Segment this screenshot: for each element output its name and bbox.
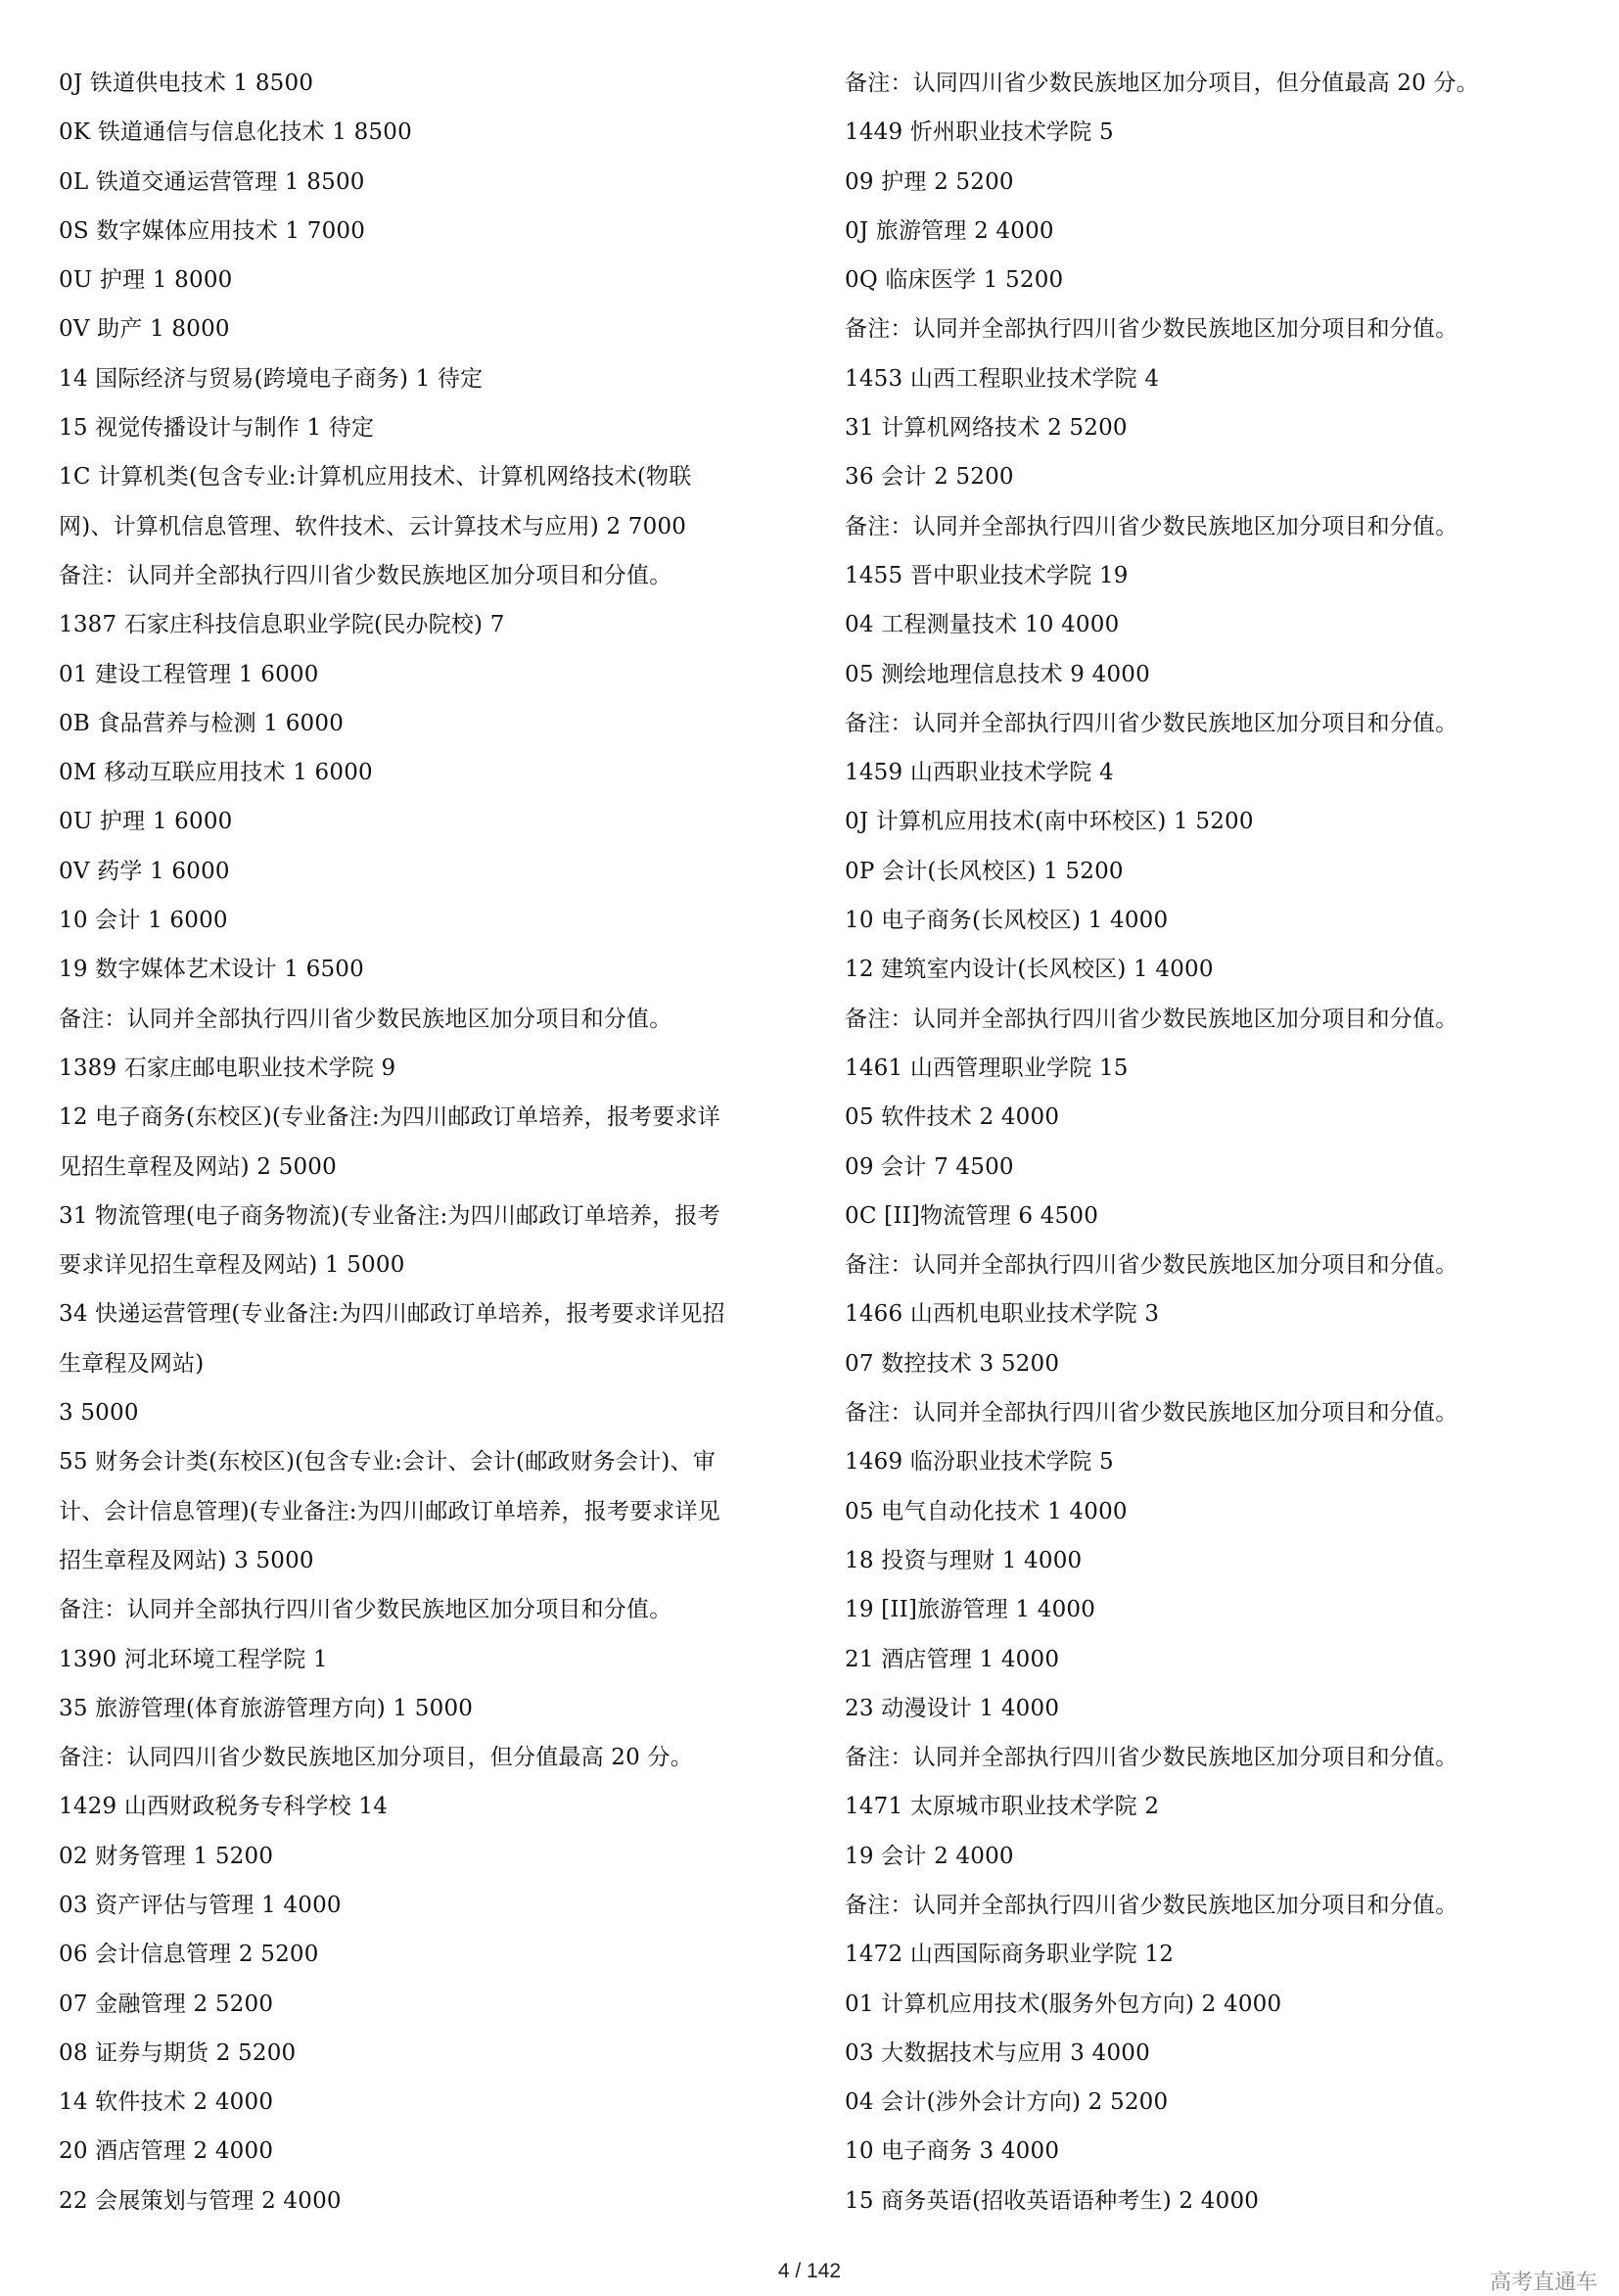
text-line: 网)、计算机信息管理、软件技术、云计算技术与应用) 2 7000 (59, 513, 687, 539)
text-line: 招生章程及网站) 3 5000 (59, 1547, 314, 1573)
text-line: 21 酒店管理 1 4000 (845, 1646, 1060, 1672)
text-line: 19 数字媒体艺术设计 1 6500 (59, 957, 364, 983)
text-line: 02 财务管理 1 5200 (59, 1843, 274, 1869)
text-line: 35 旅游管理(体育旅游管理方向) 1 5000 (59, 1695, 474, 1721)
text-line: 1C 计算机类(包含专业:计算机应用技术、计算机网络技术(物联 (59, 464, 692, 491)
text-line: 12 建筑室内设计(长风校区) 1 4000 (845, 957, 1214, 983)
text-line: 15 商务英语(招收英语语种考生) 2 4000 (845, 2187, 1260, 2214)
text-line: 03 资产评估与管理 1 4000 (59, 1892, 342, 1918)
text-line: 06 会计信息管理 2 5200 (59, 1942, 319, 1968)
text-line: 20 酒店管理 2 4000 (59, 2138, 274, 2165)
text-line: 1455 晋中职业技术学院 19 (845, 562, 1129, 588)
text-line: 18 投资与理财 1 4000 (845, 1547, 1083, 1573)
text-line: 备注：认同并全部执行四川省少数民族地区加分项目和分值。 (845, 1006, 1458, 1032)
text-line: 31 计算机网络技术 2 5200 (845, 415, 1128, 442)
text-line: 1469 临汾职业技术学院 5 (845, 1449, 1114, 1476)
page-number: 4 / 142 (777, 2260, 842, 2282)
text-line: 备注：认同并全部执行四川省少数民族地区加分项目和分值。 (845, 1745, 1458, 1771)
text-line: 04 会计(涉外会计方向) 2 5200 (845, 2089, 1169, 2116)
text-line: 05 软件技术 2 4000 (845, 1104, 1060, 1131)
text-line: 01 计算机应用技术(服务外包方向) 2 4000 (845, 1991, 1282, 2017)
text-line: 备注：认同并全部执行四川省少数民族地区加分项目和分值。 (845, 1400, 1458, 1427)
text-line: 36 会计 2 5200 (845, 464, 1014, 491)
text-line: 0V 药学 1 6000 (59, 858, 230, 884)
text-line: 15 视觉传播设计与制作 1 待定 (59, 415, 375, 442)
text-line: 备注：认同并全部执行四川省少数民族地区加分项目和分值。 (59, 1597, 672, 1623)
text-line: 1390 河北环境工程学院 1 (59, 1646, 328, 1672)
text-line: 04 工程测量技术 10 4000 (845, 612, 1120, 638)
text-line: 备注：认同并全部执行四川省少数民族地区加分项目和分值。 (845, 710, 1458, 736)
text-line: 0J 计算机应用技术(南中环校区) 1 5200 (845, 809, 1254, 835)
watermark-text: 高考直通车 (1489, 2271, 1597, 2295)
text-line: 12 电子商务(东校区)(专业备注:为四川邮政订单培养，报考要求详 (59, 1104, 720, 1131)
text-line: 22 会展策划与管理 2 4000 (59, 2187, 342, 2214)
text-line: 3 5000 (59, 1400, 139, 1427)
text-line: 08 证券与期货 2 5200 (59, 2039, 297, 2066)
text-line: 1466 山西机电职业技术学院 3 (845, 1301, 1160, 1328)
text-line: 19 会计 2 4000 (845, 1843, 1014, 1869)
text-line: 05 测绘地理信息技术 9 4000 (845, 661, 1150, 687)
text-line: 1472 山西国际商务职业学院 12 (845, 1942, 1175, 1968)
text-line: 见招生章程及网站) 2 5000 (59, 1153, 337, 1180)
text-line: 0C [II]物流管理 6 4500 (845, 1202, 1099, 1229)
text-line: 1461 山西管理职业学院 15 (845, 1054, 1129, 1081)
text-line: 0K 铁道通信与信息化技术 1 8500 (59, 119, 412, 146)
text-line: 19 [II]旅游管理 1 4000 (845, 1597, 1096, 1623)
text-line: 1453 山西工程职业技术学院 4 (845, 365, 1160, 392)
text-line: 09 护理 2 5200 (845, 168, 1014, 195)
text-line: 01 建设工程管理 1 6000 (59, 661, 319, 687)
text-line: 31 物流管理(电子商务物流)(专业备注:为四川邮政订单培养，报考 (59, 1202, 720, 1229)
text-line: 55 财务会计类(东校区)(包含专业:会计、会计(邮政财务会计)、审 (59, 1449, 716, 1476)
text-line: 0Q 临床医学 1 5200 (845, 267, 1064, 294)
text-line: 23 动漫设计 1 4000 (845, 1695, 1060, 1721)
text-line: 10 电子商务(长风校区) 1 4000 (845, 908, 1169, 934)
text-line: 07 数控技术 3 5200 (845, 1350, 1060, 1377)
text-line: 备注：认同并全部执行四川省少数民族地区加分项目和分值。 (845, 316, 1458, 343)
text-line: 0S 数字媒体应用技术 1 7000 (59, 217, 366, 244)
text-line: 备注：认同并全部执行四川省少数民族地区加分项目和分值。 (59, 1006, 672, 1032)
text-line: 备注：认同并全部执行四川省少数民族地区加分项目和分值。 (845, 1892, 1458, 1918)
text-line: 09 会计 7 4500 (845, 1153, 1014, 1180)
text-line: 03 大数据技术与应用 3 4000 (845, 2039, 1150, 2066)
text-line: 生章程及网站) (59, 1350, 205, 1377)
text-line: 0J 旅游管理 2 4000 (845, 217, 1054, 244)
text-line: 备注：认同四川省少数民族地区加分项目，但分值最高 20 分。 (845, 70, 1479, 96)
text-line: 1389 石家庄邮电职业技术学院 9 (59, 1054, 396, 1081)
text-line: 34 快递运营管理(专业备注:为四川邮政订单培养，报考要求详见招 (59, 1301, 725, 1328)
text-line: 0L 铁道交通运营管理 1 8500 (59, 168, 365, 195)
text-line: 备注：认同并全部执行四川省少数民族地区加分项目和分值。 (845, 1252, 1458, 1279)
text-line: 1449 忻州职业技术学院 5 (845, 119, 1114, 146)
text-line: 备注：认同四川省少数民族地区加分项目，但分值最高 20 分。 (59, 1745, 693, 1771)
text-line: 10 电子商务 3 4000 (845, 2138, 1060, 2165)
left-column (59, 59, 803, 2226)
text-line: 备注：认同并全部执行四川省少数民族地区加分项目和分值。 (845, 513, 1458, 539)
text-line: 0P 会计(长风校区) 1 5200 (845, 858, 1124, 884)
text-line: 10 会计 1 6000 (59, 908, 228, 934)
text-line: 0U 护理 1 6000 (59, 809, 233, 835)
text-line: 0M 移动互联应用技术 1 6000 (59, 760, 373, 786)
text-line: 1429 山西财政税务专科学校 14 (59, 1794, 389, 1820)
text-line: 0V 助产 1 8000 (59, 316, 230, 343)
text-line: 1471 太原城市职业技术学院 2 (845, 1794, 1160, 1820)
text-line: 0U 护理 1 8000 (59, 267, 233, 294)
text-line: 备注：认同并全部执行四川省少数民族地区加分项目和分值。 (59, 562, 672, 588)
text-line: 1387 石家庄科技信息职业学院(民办院校) 7 (59, 612, 505, 638)
text-line: 14 国际经济与贸易(跨境电子商务) 1 待定 (59, 365, 484, 392)
text-line: 1459 山西职业技术学院 4 (845, 760, 1114, 786)
text-line: 要求详见招生章程及网站) 1 5000 (59, 1252, 405, 1279)
text-line: 07 金融管理 2 5200 (59, 1991, 274, 2017)
text-line: 0B 食品营养与检测 1 6000 (59, 710, 345, 736)
text-line: 14 软件技术 2 4000 (59, 2089, 274, 2116)
text-line: 0J 铁道供电技术 1 8500 (59, 70, 314, 96)
right-column (845, 59, 1598, 2226)
text-line: 05 电气自动化技术 1 4000 (845, 1498, 1128, 1524)
text-line: 计、会计信息管理)(专业备注:为四川邮政订单培养，报考要求详见 (59, 1498, 720, 1524)
